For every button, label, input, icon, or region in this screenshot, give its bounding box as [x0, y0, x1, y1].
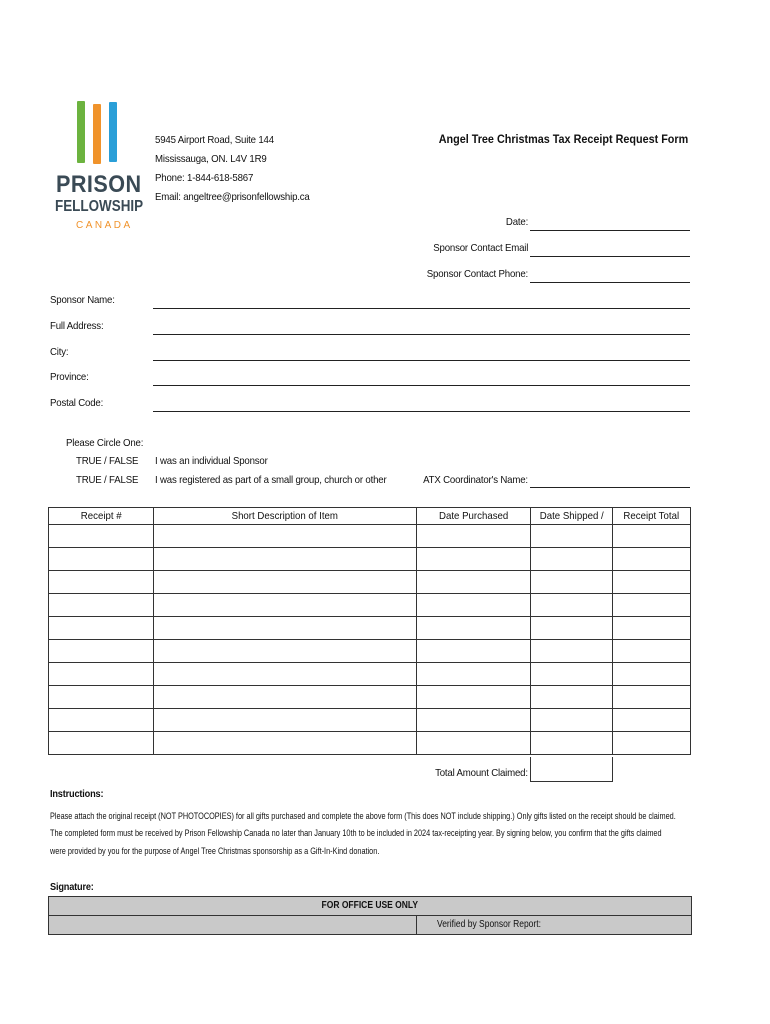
table-cell[interactable] — [613, 548, 691, 571]
date-field[interactable] — [530, 230, 690, 231]
verified-by-sponsor-report: Verified by Sponsor Report: — [417, 916, 691, 934]
city-label: City: — [50, 346, 69, 358]
full-address-label: Full Address: — [50, 320, 104, 332]
org-email: Email: angeltree@prisonfellowship.ca — [155, 191, 310, 203]
receipt-table — [48, 507, 691, 755]
table-cell[interactable] — [417, 548, 531, 571]
sponsor-email-field[interactable] — [530, 256, 690, 257]
table-cell[interactable] — [154, 594, 417, 617]
table-cell[interactable] — [613, 732, 691, 755]
table-row — [49, 732, 691, 755]
logo-text-fellowship: FELLOWSHIP — [55, 198, 144, 215]
org-phone: Phone: 1-844-618-5867 — [155, 172, 254, 184]
logo-bar-orange — [93, 104, 101, 164]
table-cell[interactable] — [154, 663, 417, 686]
table-cell[interactable] — [417, 640, 531, 663]
table-cell[interactable] — [49, 709, 154, 732]
table-cell[interactable] — [531, 571, 613, 594]
full-address-field[interactable] — [153, 334, 690, 335]
table-cell[interactable] — [154, 686, 417, 709]
table-cell[interactable] — [613, 571, 691, 594]
circle-one-heading: Please Circle One: — [66, 437, 144, 449]
table-cell[interactable] — [154, 732, 417, 755]
table-cell[interactable] — [613, 686, 691, 709]
sponsor-phone-label: Sponsor Contact Phone: — [426, 268, 528, 280]
table-cell[interactable] — [49, 594, 154, 617]
org-address-line2: Mississauga, ON. L4V 1R9 — [155, 153, 267, 165]
date-label: Date: — [505, 216, 528, 228]
table-cell[interactable] — [49, 640, 154, 663]
table-row — [49, 686, 691, 709]
table-cell[interactable] — [154, 617, 417, 640]
table-cell[interactable] — [417, 732, 531, 755]
table-row — [49, 548, 691, 571]
header-receipt-total: Receipt Total — [613, 508, 691, 525]
table-cell[interactable] — [531, 617, 613, 640]
table-cell[interactable] — [417, 617, 531, 640]
atx-coordinator-field[interactable] — [530, 487, 690, 488]
table-row — [49, 594, 691, 617]
table-row — [49, 617, 691, 640]
table-row — [49, 709, 691, 732]
table-cell[interactable] — [154, 640, 417, 663]
signature-label: Signature: — [50, 882, 94, 893]
table-cell[interactable] — [417, 594, 531, 617]
org-address-line1: 5945 Airport Road, Suite 144 — [155, 134, 274, 146]
table-cell[interactable] — [154, 548, 417, 571]
postal-code-field[interactable] — [153, 411, 690, 412]
group-true-false[interactable]: TRUE / FALSE — [76, 474, 139, 486]
table-cell[interactable] — [613, 617, 691, 640]
postal-code-label: Postal Code: — [50, 397, 104, 409]
table-cell[interactable] — [531, 686, 613, 709]
table-cell[interactable] — [154, 709, 417, 732]
table-cell[interactable] — [49, 525, 154, 548]
table-cell[interactable] — [613, 594, 691, 617]
sponsor-name-field[interactable] — [153, 308, 690, 309]
individual-true-false[interactable]: TRUE / FALSE — [76, 455, 139, 467]
table-cell[interactable] — [49, 571, 154, 594]
table-cell[interactable] — [154, 571, 417, 594]
logo-text-prison: PRISON — [56, 171, 142, 198]
province-field[interactable] — [153, 385, 690, 386]
table-row — [49, 640, 691, 663]
table-cell[interactable] — [49, 732, 154, 755]
total-amount-label: Total Amount Claimed: — [435, 767, 528, 779]
instructions-heading: Instructions: — [50, 789, 104, 800]
table-cell[interactable] — [417, 663, 531, 686]
logo-bar-blue — [109, 102, 117, 162]
sponsor-name-label: Sponsor Name: — [50, 294, 115, 306]
table-row — [49, 663, 691, 686]
table-cell[interactable] — [417, 571, 531, 594]
atx-coordinator-label: ATX Coordinator's Name: — [423, 474, 528, 486]
form-title: Angel Tree Christmas Tax Receipt Request Form — [438, 132, 688, 146]
office-use-box — [48, 896, 692, 935]
table-row — [49, 571, 691, 594]
logo-text-canada: CANADA — [76, 220, 133, 231]
table-cell[interactable] — [417, 525, 531, 548]
table-cell[interactable] — [531, 525, 613, 548]
table-cell[interactable] — [154, 525, 417, 548]
table-cell[interactable] — [49, 548, 154, 571]
total-amount-field[interactable] — [530, 757, 613, 782]
table-cell[interactable] — [531, 732, 613, 755]
table-cell[interactable] — [613, 663, 691, 686]
header-date-shipped: Date Shipped / — [531, 508, 613, 525]
office-use-row — [49, 916, 691, 934]
individual-sponsor-text: I was an individual Sponsor — [155, 455, 268, 467]
group-sponsor-text: I was registered as part of a small group, church or other — [155, 474, 387, 486]
table-cell[interactable] — [417, 686, 531, 709]
sponsor-email-label: Sponsor Contact Email — [433, 242, 528, 254]
sponsor-phone-field[interactable] — [530, 282, 690, 283]
table-header-row — [49, 508, 691, 525]
office-use-heading: FOR OFFICE USE ONLY — [49, 897, 691, 916]
table-cell[interactable] — [613, 709, 691, 732]
table-cell[interactable] — [531, 709, 613, 732]
table-cell[interactable] — [417, 709, 531, 732]
city-field[interactable] — [153, 360, 690, 361]
table-cell[interactable] — [531, 594, 613, 617]
table-cell[interactable] — [531, 640, 613, 663]
instructions-line-1: Please attach the original receipt (NOT PHOTOCOPIES) for all gifts purchased and complete the above form (This does NOT include shipping.) Only gifts listed on the receipt should be claimed. — [50, 811, 676, 822]
table-cell[interactable] — [49, 617, 154, 640]
logo-bar-green — [77, 101, 85, 163]
table-cell[interactable] — [49, 663, 154, 686]
header-description: Short Description of Item — [154, 508, 417, 525]
header-receipt-number: Receipt # — [49, 508, 154, 525]
province-label: Province: — [50, 371, 89, 383]
instructions-line-3: were provided by you for the purpose of Angel Tree Christmas sponsorship as a Gift-In-Kind donation. — [50, 846, 380, 857]
table-cell[interactable] — [531, 663, 613, 686]
table-cell[interactable] — [531, 548, 613, 571]
office-use-blank — [49, 916, 417, 934]
instructions-line-2: The completed form must be received by Prison Fellowship Canada no later than January 10th to be included in 2024 tax-receipting year. By signing below, you confirm that the gifts claimed — [50, 828, 662, 839]
header-date-purchased: Date Purchased — [417, 508, 531, 525]
table-row — [49, 525, 691, 548]
table-cell[interactable] — [49, 686, 154, 709]
table-cell[interactable] — [613, 525, 691, 548]
table-cell[interactable] — [613, 640, 691, 663]
